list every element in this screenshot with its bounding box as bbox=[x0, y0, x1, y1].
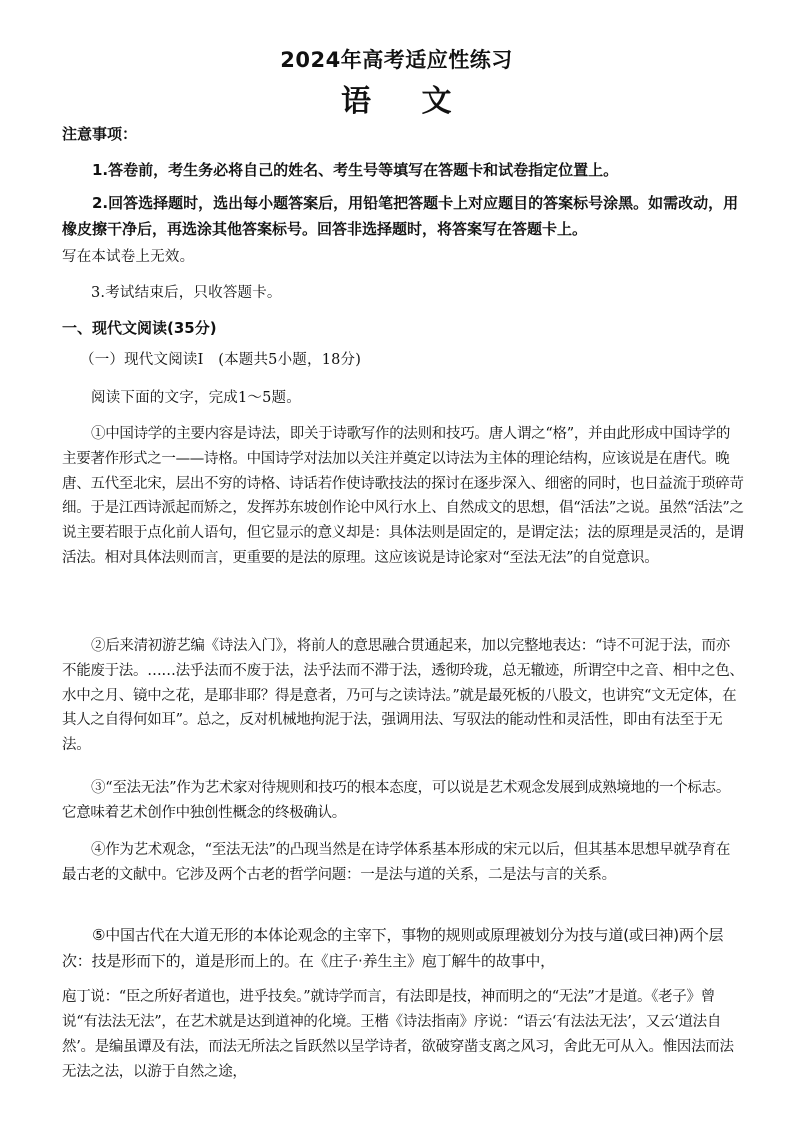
notes-item-1: 1.答卷前，考生务必将自己的姓名、考生号等填写在答题卡和试卷指定位置上。 bbox=[92, 161, 619, 179]
subject-char-1: 语 bbox=[341, 84, 372, 119]
passage-paragraph-3: ③“至法无法”作为艺术家对待规则和技巧的根本态度，可以说是艺术观念发展到成熟境地的一个标志。它意味着艺术创作中独创性概念的终极确认。 bbox=[62, 780, 731, 821]
notes-item-3: 3.考试结束后，只收答题卡。 bbox=[91, 285, 282, 301]
passage-paragraph-4: ④作为艺术观念，“至法无法”的凸现当然是在诗学体系基本形成的宋元以后，但其基本思想早就孕育在最古老的文献中。它涉及两个古老的哲学问题：一是法与道的关系，二是法与言的关系。 bbox=[62, 842, 731, 883]
subsection-heading: （一）现代文阅读Ⅰ (本题共5小题，18分) bbox=[80, 352, 362, 368]
exam-title: 2024年高考适应性练习 bbox=[280, 48, 513, 72]
notes-heading: 注意事项： bbox=[62, 125, 138, 143]
reading-instruction: 阅读下面的文字，完成1～5题。 bbox=[91, 390, 301, 406]
notes-item-2: 2.回答选择题时，选出每小题答案后，用铅笔把答题卡上对应题目的答案标号涂黑。如需改动，用橡皮擦干净后，再选涂其他答案标号。回答非选择题时，将答案写在答题卡上。 bbox=[62, 194, 739, 238]
passage-paragraph-6: 庖丁说：“臣之所好者道也，进乎技矣。”就诗学而言，有法即是技，神而明之的“无法”才是道。《老子》曾说“有法法无法”，在艺术就是达到道神的化境。王楷《诗法指南》序说：“语云‘有法法无法’，又云‘道法自然’。是编虽谭及有法，而法无所法之旨跃然以呈学诗者，欲破穿凿支离之风习，舍此无可从入。惟因法而法无法之法，以游于自然之途， bbox=[62, 989, 734, 1080]
notes-item-2-tail: 写在本试卷上无效。 bbox=[62, 249, 195, 265]
subject-title bbox=[0, 76, 793, 120]
section-heading: 一、现代文阅读(35分) bbox=[62, 319, 217, 337]
subject-char-2: 文 bbox=[421, 84, 452, 119]
passage-paragraph-1: ①中国诗学的主要内容是诗法，即关于诗歌写作的法则和技巧。唐人谓之“格”，并由此形成中国诗学的主要著作形式之一——诗格。中国诗学对法加以关注并奠定以诗法为主体的理论结构，应该说是在唐代。晚唐、五代至北宋，层出不穷的诗格、诗话若作使诗歌技法的探讨在逐步深入、细密的同时，也日益流于琐碎苛细。于是江西诗派起而矫之，发挥苏东坡创作论中风行水上、自然成文的思想，倡“活法”之说。虽然“活法”之说主要若眼于点化前人语句，但它显示的意义却是：具体法则是固定的，是谓定法；法的原理是灵活的，是谓活法。相对具体法则而言，更重要的是法的原理。这应该说是诗论家对“至法无法”的自觉意识。 bbox=[62, 426, 744, 566]
passage-paragraph-2: ②后来清初游艺编《诗法入门》，将前人的意思融合贯通起来，加以完整地表达：“诗不可泥于法，而亦不能废于法。……法乎法而不废于法，法乎法而不滞于法，透彻玲珑，总无辙迹，所谓空中之音、相中之色、水中之月、镜中之花，是耶非耶？得是意者，乃可与之读诗法。”就是最死板的八股文，也讲究“文无定体，在其人之自得何如耳”。总之，反对机械地拘泥于法，强调用法、写驭法的能动性和灵活性，即由有法至于无法。 bbox=[62, 638, 744, 754]
passage-paragraph-5: ⑤中国古代在大道无形的本体论观念的主宰下，事物的规则或原理被划分为技与道(或曰神)两个层次：技是形而下的，道是形而上的。在《庄子·养生主》庖丁解牛的故事中， bbox=[62, 926, 724, 970]
